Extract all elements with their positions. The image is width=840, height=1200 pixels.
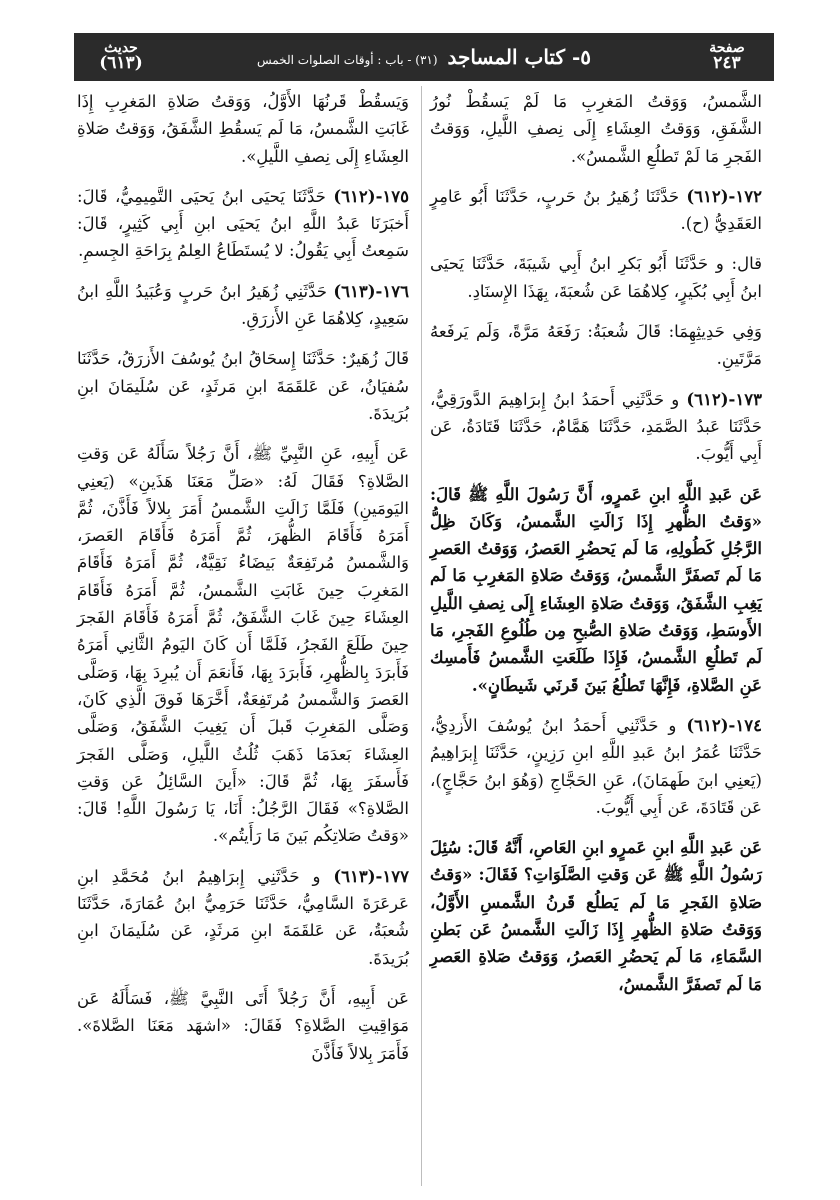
paragraph-text: حَدَّثَنِي زُهَيرُ ابنُ حَربٍ وَعُبَيدُ اللَّهِ ابنُ سَعِيدٍ، كِلاهُمَا عَنِ الأَزرَقِ. bbox=[77, 281, 409, 329]
paragraph-text: وَفِي حَدِيثِهِمَا: قَالَ شُعبَةُ: رَفَعَهُ مَرَّةً، وَلَم يَرفَعهُ مَرَّتَينِ. bbox=[430, 322, 762, 369]
text-paragraph bbox=[77, 345, 409, 427]
hadith-paragraph bbox=[77, 863, 409, 972]
paragraph-text: عَن عَبدِ اللَّهِ ابنِ عَمرٍو ابنِ العَاصِ، أَنَّهُ قَالَ: سُئِلَ رَسُولُ اللَّهِ ﷺ عَن وَقتِ الصَّلَوَاتِ؟ فَقَالَ: «وَقتُ صَلاةِ الفَجرِ مَا لَم يَطلُع قَرنُ الشَّمسِ الأَوَّلُ، وَوَقتُ صَلاةِ الظُّهرِ إِذَا زَالَتِ الشَّمسُ عَن بَطنِ السَّمَاءِ، مَا لَم يَحضُرِ العَصرُ، وَوَقتُ صَلاةِ العَصرِ مَا لَم تَصفَرَّ الشَّمسُ، bbox=[430, 838, 762, 994]
paragraph-text: عَن أَبِيهِ، عَنِ النَّبِيِّ ﷺ، أَنَّ رَجُلاً سَأَلَهُ عَن وَقتِ الصَّلاةِ؟ فَقَالَ لَهُ: «صَلِّ مَعَنَا هَذَينِ» (يَعنِي اليَومَينِ) فَلَمَّا زَالَتِ الشَّمسُ أَمَرَ بِلالاً فَأَذَّنَ، ثُمَّ أَمَرَهُ فَأَقَامَ الظُّهرَ، ثُمَّ أَمَرَهُ فَأَقَامَ العَصرَ، وَالشَّمسُ مُرتَفِعَةٌ بَيضَاءُ نَقِيَّةٌ، ثُمَّ أَمَرَهُ فَأَقَامَ المَغرِبَ حِينَ غَابَتِ الشَّمسُ، ثُمَّ أَمَرَهُ فَأَقَامَ العِشَاءَ حِينَ غَابَ الشَّفَقُ، ثُمَّ أَمَرَهُ فَأَقَامَ الفَجرَ حِينَ طَلَعَ الفَجرُ، فَلَمَّا أَن كَانَ اليَومُ الثَّانِي أَمَرَهُ فَأَبرَدَ بِالظُّهرِ، فَأَبرَدَ بِهَا، فَأَنعَمَ أَن يُبرِدَ بِهَا، وَصَلَّى العَصرَ وَالشَّمسُ مُرتَفِعَةٌ، أَخَّرَهَا فَوقَ الَّذِي كَانَ، وَصَلَّى المَغرِبَ قَبلَ أَن يَغِيبَ الشَّفَقُ، وَصَلَّى العِشَاءَ بَعدَمَا ذَهَبَ ثُلُثُ اللَّيلِ، وَصَلَّى الفَجرَ فَأَسفَرَ بِهَا، ثُمَّ قَالَ: «أَينَ السَّائِلُ عَن وَقتِ الصَّلاةِ؟» فَقَالَ الرَّجُلُ: أَنَا، يَا رَسُولَ اللَّهِ! قَالَ: «وَقتُ صَلاتِكُم بَينَ مَا رَأَيتُم». bbox=[77, 444, 409, 846]
column-divider bbox=[421, 86, 422, 1186]
hadith-paragraph bbox=[77, 183, 409, 265]
text-paragraph bbox=[77, 985, 409, 1067]
text-paragraph bbox=[430, 250, 762, 305]
right-text-column bbox=[430, 88, 762, 1011]
hadith-paragraph bbox=[430, 183, 762, 238]
hadith-paragraph bbox=[430, 386, 762, 468]
hadith-number-label: ١٧٣-(٦١٢) bbox=[686, 389, 762, 409]
paragraph-text: حَدَّثَنَا زُهَيرُ بنُ حَربٍ، حَدَّثَنَا أَبُو عَامِرٍ العَقَدِيُّ (ح). bbox=[430, 186, 762, 234]
paragraph-text: قال: و حَدَّثَنَا أَبُو بَكرِ ابنُ أَبِي شَيبَةَ، حَدَّثَنَا يَحيَى ابنُ أَبِي بُكَيرٍ، كِلاهُمَا عَن شُعبَةَ، بِهَذَا الإِسنَادِ. bbox=[430, 254, 762, 301]
page-label: صفحة bbox=[709, 39, 745, 56]
text-paragraph bbox=[77, 440, 409, 849]
header-titles bbox=[257, 45, 591, 69]
paragraph-text: و حَدَّثَنِي أَحمَدُ ابنُ إِبرَاهِيمَ الدَّورَقِيُّ، حَدَّثَنَا عَبدُ الصَّمَدِ، حَدَّثَنَا هَمَّامٌ، حَدَّثَنَا قَتَادَةُ، عَن أَبِي أَيُّوبَ. bbox=[430, 389, 762, 464]
hadith-paragraph bbox=[430, 712, 762, 821]
text-paragraph bbox=[430, 88, 762, 170]
page-header bbox=[74, 33, 774, 81]
hadith-label: حديث bbox=[104, 39, 138, 56]
paragraph-text: و حَدَّثَنِي أَحمَدُ ابنُ يُوسُفَ الأَزدِيُّ، حَدَّثَنَا عُمَرُ ابنُ عَبدِ اللَّهِ ابنِ رَزِينٍ، حَدَّثَنَا إِبرَاهِيمُ (يَعنِي ابنَ طَهمَانَ)، عَنِ الحَجَّاجِ (وَهُوَ ابنُ حَجَّاجٍ)، عَن قَتَادَةَ، عَن أَبِي أَيُّوبَ. bbox=[430, 715, 762, 817]
book-title: ٥- كتاب المساجد bbox=[447, 45, 591, 69]
text-paragraph bbox=[430, 481, 762, 699]
hadith-number-label: ١٧٧-(٦١٣) bbox=[333, 866, 409, 886]
paragraph-text: حَدَّثَنَا يَحيَى ابنُ يَحيَى التَّمِيمِيُّ، قَالَ: أَخبَرَنَا عَبدُ اللَّهِ ابنُ يَحيَى ابنِ أَبِي كَثِيرٍ، قَالَ: سَمِعتُ أَبِي يَقُولُ: لا يُستَطَاعُ العِلمُ بِرَاحَةِ الجِسمِ. bbox=[77, 186, 409, 261]
paragraph-text: قَالَ زُهَيرٌ: حَدَّثَنَا إِسحَاقُ ابنُ يُوسُفَ الأَزرَقُ، حَدَّثَنَا سُفيَانُ، عَن عَلقَمَةَ ابنِ مَرثَدٍ، عَن سُلَيمَانَ ابنِ بُرَيدَةَ. bbox=[77, 349, 409, 423]
text-paragraph bbox=[430, 834, 762, 998]
page-number-box bbox=[690, 41, 764, 74]
paragraph-text: عَن عَبدِ اللَّهِ ابنِ عَمرٍو، أَنَّ رَسُولَ اللَّهِ ﷺ قَالَ: «وَقتُ الظُّهرِ إِذَا زَالَتِ الشَّمسُ، وَكَانَ ظِلُّ الرَّجُلِ كَطُولِهِ، مَا لَم يَحضُرِ العَصرُ، وَوَقتُ العَصرِ مَا لَم تَصفَرَّ الشَّمسُ، وَوَقتُ صَلاةِ المَغرِبِ مَا لَم يَغِبِ الشَّفَقُ، وَوَقتُ صَلاةِ العِشَاءِ إِلَى نِصفِ اللَّيلِ الأَوسَطِ، وَوَقتُ صَلاةِ الصُّبحِ مِن طُلُوعِ الفَجرِ، مَا لَم تَطلُعِ الشَّمسُ، فَإِذَا طَلَعَتِ الشَّمسُ فَأَمسِك عَنِ الصَّلاةِ، فَإِنَّهَا تَطلُعُ بَينَ قَرنَي شَيطَانٍ». bbox=[430, 484, 762, 695]
hadith-paragraph bbox=[77, 278, 409, 333]
chapter-title: (٣١) - باب : أوقات الصلوات الخمس bbox=[257, 53, 438, 67]
paragraph-text: و حَدَّثَنِي إِبرَاهِيمُ ابنُ مُحَمَّدِ ابنِ عَرعَرَةَ السَّامِيُّ، حَدَّثَنَا حَرَمِيُّ ابنُ عُمَارَةَ، حَدَّثَنَا شُعبَةُ، عَن عَلقَمَةَ ابنِ مَرثَدٍ، عَن سُلَيمَانَ ابنِ بُرَيدَةَ. bbox=[77, 866, 409, 968]
hadith-number-label: ١٧٤-(٦١٢) bbox=[686, 715, 762, 735]
hadith-number-box bbox=[84, 41, 158, 74]
paragraph-text: الشَّمسُ، وَوَقتُ المَغرِبِ مَا لَمْ يَسقُطْ نُورُ الشَّفَقِ، وَوَقتُ العِشَاءِ إِلَى نِصفِ اللَّيلِ، وَوَقتُ الفَجرِ مَا لَمْ تَطلُعِ الشَّمسُ». bbox=[430, 92, 762, 166]
hadith-number-label: ١٧٥-(٦١٢) bbox=[333, 186, 410, 206]
hadith-number: (٦١٣) bbox=[99, 53, 143, 74]
left-text-column bbox=[77, 88, 409, 1080]
paragraph-text: عَن أَبِيهِ، أَنَّ رَجُلاً أَتَى النَّبِيَّ ﷺ، فَسَأَلَهُ عَن مَوَاقِيتِ الصَّلاةِ؟ فَقَالَ: «اشهَد مَعَنَا الصَّلاةَ». فَأَمَرَ بِلالاً فَأَذَّنَ bbox=[77, 988, 409, 1063]
text-paragraph bbox=[430, 318, 762, 373]
text-paragraph bbox=[77, 88, 409, 170]
paragraph-text: وَيَسقُطْ قَرنُهَا الأَوَّلُ، وَوَقتُ صَلاةِ المَغرِبِ إِذَا غَابَتِ الشَّمسُ، مَا لَم يَسقُطِ الشَّفَقُ، وَوَقتُ صَلاةِ العِشَاءِ إِلَى نِصفِ اللَّيلِ». bbox=[77, 92, 409, 166]
hadith-number-label: ١٧٢-(٦١٢) bbox=[686, 186, 762, 206]
hadith-number-label: ١٧٦-(٦١٣) bbox=[333, 281, 409, 301]
page-number: ٢٤٣ bbox=[713, 53, 741, 74]
